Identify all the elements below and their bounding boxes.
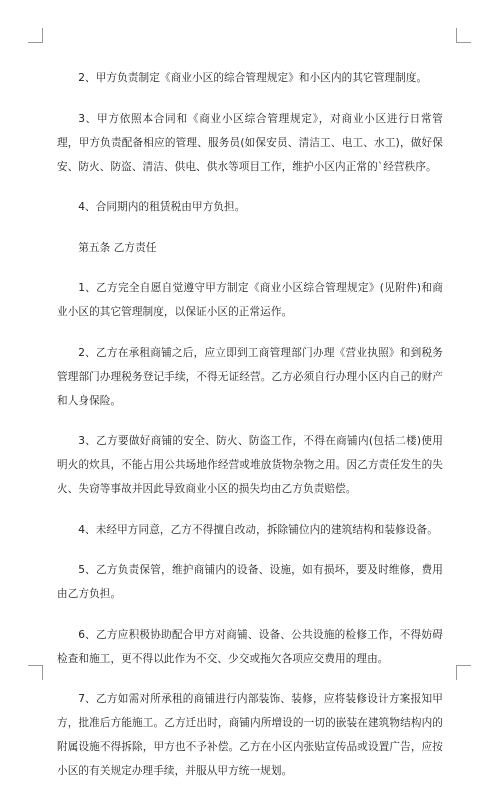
paragraph-clause-3-management: 3、甲方依照本合同和《商业小区综合管理规定》，对商业小区进行日常管理，甲方负责配备相应的管理、服务员(如保安员、清洁工、电工、水工)，做好保安、防火、防盗、清洁、供电、供水等项目工作，维护小区内正常的`经营秩序。 xyxy=(57,112,443,173)
crop-mark-bottom-right xyxy=(456,665,471,680)
crop-mark-top-left xyxy=(28,28,43,43)
paragraph-b-clause-4: 4、未经甲方同意，乙方不得擅自改动，拆除铺位内的建筑结构和装修设备。 xyxy=(78,523,438,536)
paragraph-clause-4-tax: 4、合同期内的租赁税由甲方负担。 xyxy=(78,201,246,213)
paragraph-b-clause-2: 2、乙方在承租商铺之后，应立即到工商管理部门办理《营业执照》和到税务管理部门办理税务登记手续，不得无证经营。乙方必须自行办理小区内自己的财产和人身保险。 xyxy=(57,346,443,407)
section-heading-party-b: 第五条 乙方责任 xyxy=(78,241,157,254)
document-page xyxy=(57,66,443,800)
paragraph-b-clause-3: 3、乙方要做好商铺的安全、防火、防盗工作，不得在商铺内(包括二楼)使用明火的炊具，不能占用公共场地作经营或堆放货物杂物之用。因乙方责任发生的失火、失窃等事故并因此导致商业小区的损失均由乙方负责赔偿。 xyxy=(57,435,443,495)
crop-mark-top-right xyxy=(456,28,471,43)
paragraph-clause-2-rules: 2、甲方负责制定《商业小区的综合管理规定》和小区内的其它管理制度。 xyxy=(78,72,428,84)
paragraph-b-clause-1: 1、乙方完全自愿自觉遵守甲方制定《商业小区综合管理规定》(见附件)和商业小区的其它管理制度，以保证小区的正常运作。 xyxy=(57,282,443,318)
paragraph-b-clause-7: 7、乙方如需对所承租的商铺进行内部装饰、装修，应将装修设计方案报知甲方，批准后方能施工。乙方迁出时，商铺内所增设的一切的嵌装在建筑物结构内的附属设施不得拆除，甲方也不予补偿。乙方在小区内张贴宣传品或设置广告，应按小区的有关规定办理手续，并服从甲方统一规划。 xyxy=(57,693,443,777)
paragraph-b-clause-5: 5、乙方负责保管，维护商铺内的设备、设施，如有损坏，要及时维修，费用由乙方负担。 xyxy=(57,564,443,600)
crop-mark-bottom-left xyxy=(28,665,43,680)
paragraph-b-clause-6: 6、乙方应积极协助配合甲方对商铺、设备、公共设施的检修工作，不得妨碍检查和施工，更不得以此作为不交、少交或拖欠各项应交费用的理由。 xyxy=(57,628,443,665)
